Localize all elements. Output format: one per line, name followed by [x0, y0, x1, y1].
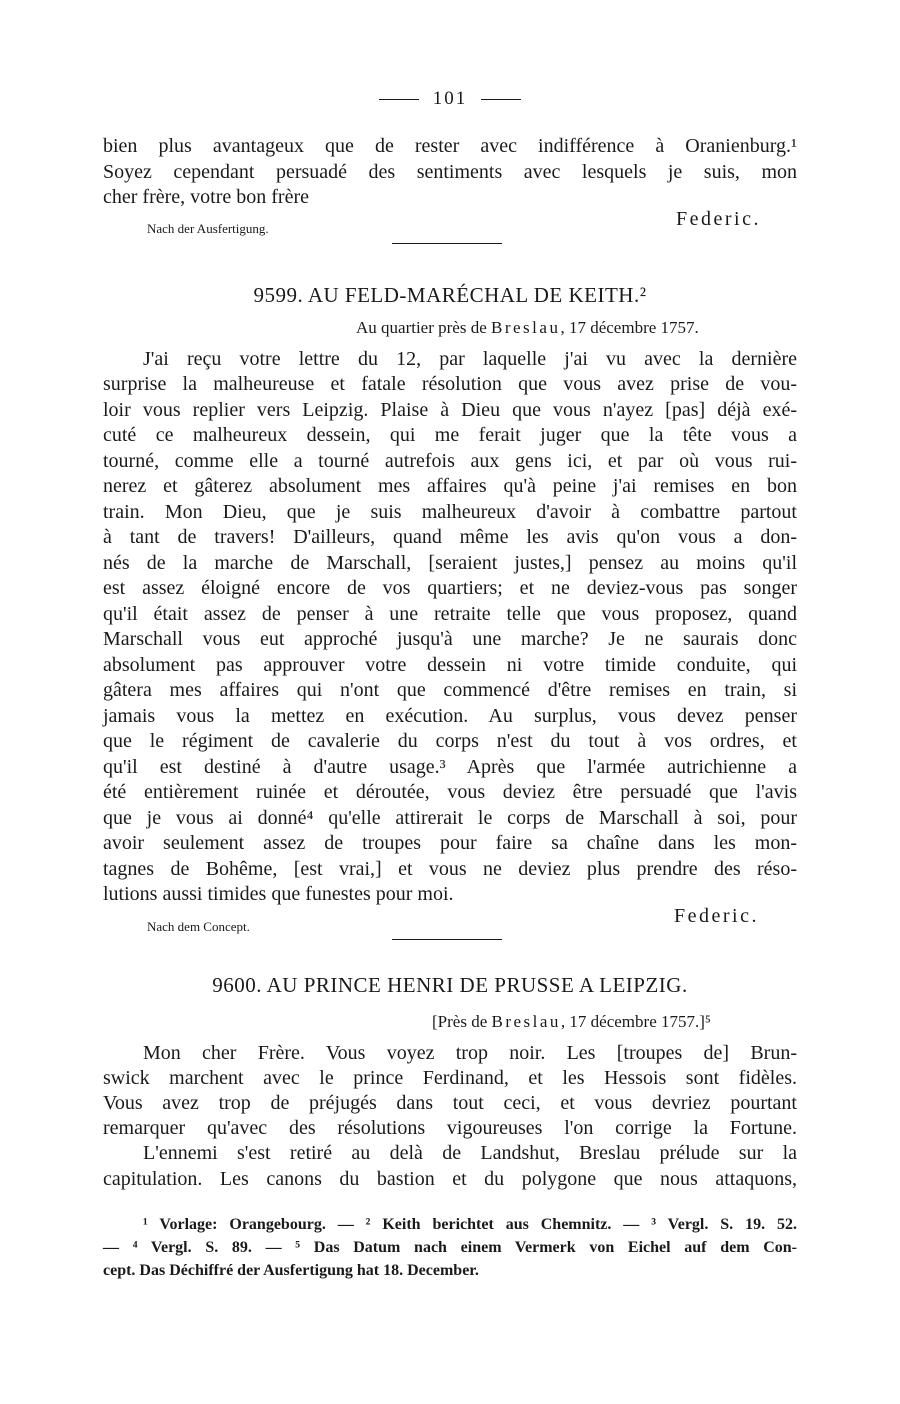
section-divider: [392, 939, 502, 940]
footnote-line: cept. Das Déchiffré der Ausfertigung hat 18. December.: [103, 1262, 479, 1279]
header-rule-right: [481, 99, 521, 100]
top-line: bien plus avantageux que de rester avec indifférence à Oranienburg.¹: [103, 135, 797, 157]
body-line: surprise la malheureuse et fatale résolution que vous avez prise de vou-: [103, 373, 797, 395]
dateline-suffix: , 17 décembre 1757.: [560, 318, 699, 337]
body-line: qu'il est destiné à d'autre usage.³ Après que l'armée autrichienne a: [103, 756, 797, 778]
body-line: gâtera mes affaires qui n'ont que commencé d'être remises en train, si: [103, 679, 797, 701]
body-line: à tant de travers! D'ailleurs, quand même les avis qu'on vous a don-: [103, 526, 797, 548]
signature: Federic.: [674, 905, 759, 927]
body-line: cuté ce malheureux dessein, qui me ferait juger que la tête vous a: [103, 424, 797, 446]
dateline: [356, 318, 699, 338]
body-line: J'ai reçu votre lettre du 12, par laquelle j'ai vu avec la dernière: [143, 348, 797, 370]
body-line: loir vous replier vers Leipzig. Plaise à Dieu que vous n'ayez [pas] déjà exé-: [103, 399, 797, 421]
source-note: Nach der Ausfertigung.: [147, 221, 269, 236]
body-line: qu'il était assez de penser à une retraite telle que vous proposez, quand: [103, 603, 797, 625]
dateline-prefix: [Près de: [432, 1012, 492, 1031]
footnote-line: ¹ Vorlage: Orangebourg. — ² Keith berichtet aus Chemnitz. — ³ Vergl. S. 19. 52.: [143, 1216, 797, 1233]
body-line: capitulation. Les canons du bastion et du polygone que nous attaquons,: [103, 1168, 797, 1190]
body-line: que le régiment de cavalerie du corps n'est du tout à vos ordres, et: [103, 730, 797, 752]
dateline-place: Breslau: [491, 1012, 561, 1031]
body-line: que je vous ai donné⁴ qu'elle attirerait le corps de Marschall à soi, pour: [103, 807, 797, 829]
letter-heading: 9600. AU PRINCE HENRI DE PRUSSE A LEIPZIG.: [212, 973, 688, 997]
footnote-line: — ⁴ Vergl. S. 89. — ⁵ Das Datum nach einem Vermerk von Eichel auf dem Con-: [103, 1239, 797, 1256]
body-line: Marschall vous eut approché jusqu'à une marche? Je ne saurais donc: [103, 628, 797, 650]
body-line: Mon cher Frère. Vous voyez trop noir. Les [troupes de] Brun-: [143, 1042, 797, 1064]
body-line: avoir seulement assez de troupes pour faire sa chaîne dans les mon-: [103, 832, 797, 854]
page-number: 101: [432, 88, 468, 109]
body-line: train. Mon Dieu, que je suis malheureux d'avoir à combattre partout: [103, 501, 797, 523]
section-divider: [392, 243, 502, 244]
dateline: [432, 1012, 711, 1032]
dateline-prefix: Au quartier près de: [356, 318, 492, 337]
body-line: remarquer qu'avec des résolutions vigoureuses l'on corrige la Fortune.: [103, 1117, 797, 1139]
header-rule-left: [379, 99, 419, 100]
body-line: nerez et gâterez absolument mes affaires qu'à peine j'ai remises en bon: [103, 475, 797, 497]
source-note: Nach dem Concept.: [147, 919, 250, 934]
body-line: tourné, comme elle a tourné autrefois aux gens ici, et par où vous rui-: [103, 450, 797, 472]
body-line: L'ennemi s'est retiré au delà de Landshut, Breslau prélude sur la: [143, 1142, 797, 1164]
top-line: cher frère, votre bon frère: [103, 186, 309, 208]
body-line: tagnes de Bohême, [est vrai,] et vous ne deviez plus prendre des réso-: [103, 858, 797, 880]
top-line: Soyez cependant persuadé des sentiments avec lesquels je suis, mon: [103, 161, 797, 183]
body-line: été entièrement ruinée et déroutée, vous deviez être persuadé que l'avis: [103, 781, 797, 803]
dateline-suffix: , 17 décembre 1757.]⁵: [560, 1012, 711, 1031]
body-line: absolument pas approuver votre dessein ni votre timide conduite, qui: [103, 654, 797, 676]
signature: Federic.: [676, 208, 761, 230]
page-header: [0, 88, 900, 110]
body-line: swick marchent avec le prince Ferdinand, et les Hessois sont fidèles.: [103, 1067, 797, 1089]
body-line: Vous avez trop de préjugés dans tout ceci, et vous devriez pourtant: [103, 1092, 797, 1114]
body-line: lutions aussi timides que funestes pour moi.: [103, 883, 454, 905]
body-line: nés de la marche de Marschall, [seraient justes,] pensez au moins qu'il: [103, 552, 797, 574]
body-line: est assez éloigné encore de vos quartiers; et ne deviez-vous pas songer: [103, 577, 797, 599]
dateline-place: Breslau: [491, 318, 561, 337]
letter-heading: 9599. AU FELD-MARÉCHAL DE KEITH.²: [253, 283, 647, 307]
body-line: jamais vous la mettez en exécution. Au surplus, vous devez penser: [103, 705, 797, 727]
